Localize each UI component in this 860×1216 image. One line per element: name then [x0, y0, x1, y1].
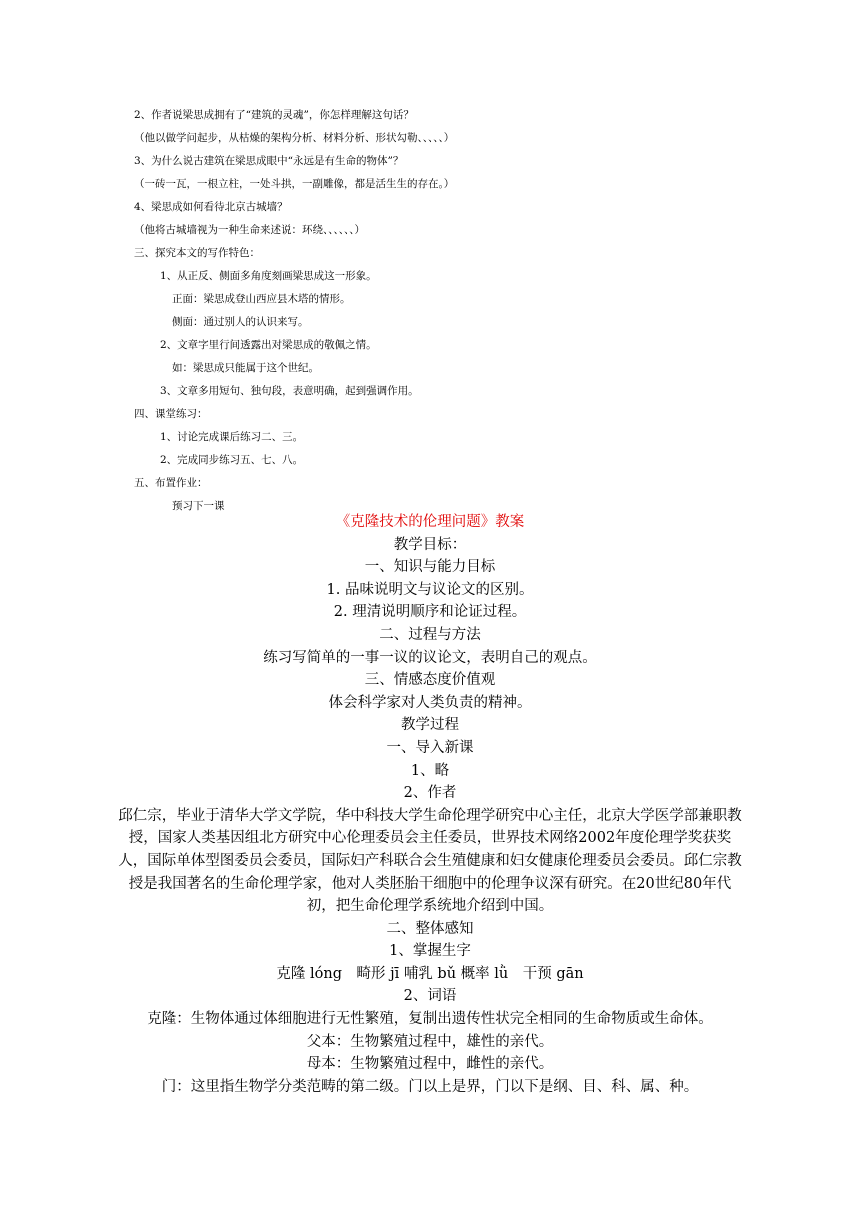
answer-4: （他将古城墙视为一种生命来述说：环绕、、、、、、）: [134, 224, 365, 236]
question-2: 2、作者说梁思成拥有了“建筑的灵魂”，你怎样理解这句话？: [134, 109, 414, 121]
question-4: 4、梁思成如何看待北京古城墙？: [134, 201, 288, 213]
feature-1: 1、从正反、侧面多角度刻画梁思成这一形象。: [160, 270, 377, 282]
goal-1-item-2: 2. 理清说明顺序和论证过程。: [333, 604, 527, 621]
answer-3: （一砖一瓦，一根立柱，一处斗拱，一副雕像，都是活生生的存在。）: [134, 178, 455, 190]
feature-2-example: 如：梁思成只能属于这个世纪。: [172, 362, 319, 374]
teaching-process-heading: 教学过程: [401, 717, 459, 734]
feature-1-front: 正面：梁思成登山西应县木塔的情形。: [172, 293, 351, 305]
answer-2: （他以做学问起步，从枯燥的架构分析、材料分析、形状勾勒、、、、、）: [134, 132, 455, 144]
process-2-item-2: 2、词语: [403, 988, 457, 1005]
process-1-item-2: 2、作者: [403, 785, 457, 802]
section-heading-5: 五、布置作业：: [134, 477, 208, 489]
term-clone: 克隆：生物体通过体细胞进行无性繁殖，复制出遗传性状完全相同的生命物质或生命体。: [147, 1011, 713, 1028]
goal-2-text: 练习写简单的一事一议的议论文，表明自己的观点。: [263, 649, 597, 666]
goal-heading-2: 二、过程与方法: [379, 626, 481, 643]
feature-1-side: 侧面：通过别人的认识来写。: [172, 316, 309, 328]
feature-2: 2、文章字里行间透露出对梁思成的敬佩之情。: [160, 339, 377, 351]
section-heading-4: 四、课堂练习：: [134, 408, 208, 420]
term-father: 父本：生物繁殖过程中，雄性的亲代。: [306, 1033, 554, 1050]
goal-heading-3: 三、情感态度价值观: [364, 672, 496, 689]
goal-3-text: 体会科学家对人类负责的精神。: [328, 694, 532, 711]
vocabulary-pinyin: 克隆 lóng 畸形 jī 哺乳 bǔ 概率 lǜ 干预 gān: [276, 965, 584, 982]
section-heading-3: 三、探究本文的写作特色：: [134, 247, 260, 259]
question-3: 3、为什么说古建筑在梁思成眼中“永远是有生命的物体”？: [134, 155, 404, 167]
lesson-title: 《克隆技术的伦理问题》教案: [335, 514, 525, 530]
author-paragraph: 邱仁宗，毕业于清华大学文学院，华中科技大学生命伦理学研究中心主任，北京大学医学部兼职教授，国家人类基因组北方研究中心伦理委员会主任委员，世界技术网络2002年度伦理学奖获奖人，国际单体型图委员会委员，国际妇产科联合会生殖健康和妇女健康伦理委员会委员。邱仁宗教授是我国著名的生命伦理学家，他对人类胚胎干细胞中的伦理争议深有研究。在20世纪80年代初，把生命伦理学系统地介绍到中国。: [118, 807, 742, 915]
process-2-item-1: 1、掌握生字: [389, 943, 471, 960]
term-mother: 母本：生物繁殖过程中，雌性的亲代。: [306, 1056, 554, 1073]
homework: 预习下一课: [172, 500, 225, 512]
goal-1-item-1: 1. 品味说明文与议论文的区别。: [326, 581, 534, 598]
feature-3: 3、文章多用短句、独句段，表意明确，起到强调作用。: [160, 385, 419, 397]
process-1-item-1: 1、略: [410, 762, 450, 779]
lesson-plan: [120, 511, 740, 1098]
term-phylum: 门：这里指生物学分类范畴的第二级。门以上是界，门以下是纲、目、科、属、种。: [161, 1078, 699, 1095]
goal-heading-1: 一、知识与能力目标: [364, 559, 496, 576]
exercise-1: 1、讨论完成课后练习二、三。: [160, 431, 304, 443]
teaching-goals-heading: 教学目标：: [393, 536, 467, 553]
process-heading-2: 二、整体感知: [386, 920, 474, 937]
exercise-2: 2、完成同步练习五、七、八。: [160, 454, 304, 466]
process-heading-1: 一、导入新课: [386, 739, 474, 756]
